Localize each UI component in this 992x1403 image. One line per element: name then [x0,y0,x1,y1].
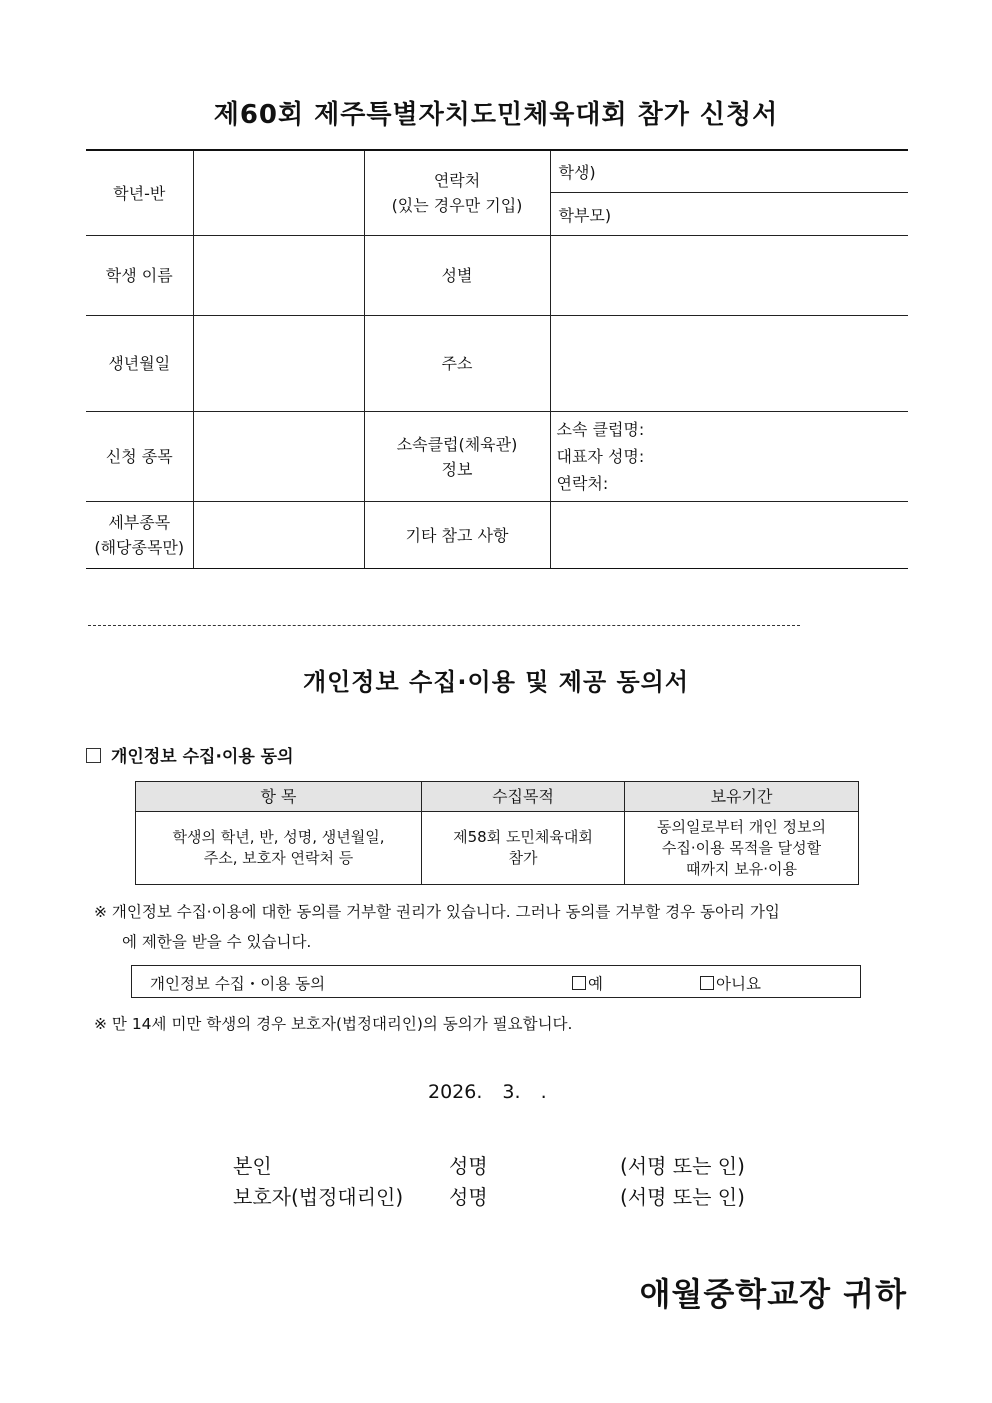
self-name-label: 성명 [449,1154,488,1178]
cell-period: 동의일로부터 개인 정보의 수집·이용 목적을 달성할 때까지 보유·이용 [625,812,859,885]
application-table [86,149,908,569]
address-field[interactable] [550,316,908,412]
gender-field[interactable] [550,236,908,316]
square-bullet-icon [86,748,101,763]
self-label: 본인 [233,1154,272,1178]
club-contact-line: 연락처: [556,474,609,493]
club-label: 소속클럽(체육관) 정보 [364,412,550,502]
guardian-name-label: 성명 [449,1185,488,1209]
birthdate-label: 생년월일 [86,316,193,412]
grade-class-label: 학년-반 [86,150,193,236]
guardian-sign-hint[interactable]: (서명 또는 인) [620,1185,745,1209]
club-rep-line: 대표자 성명: [556,447,645,466]
contact-student-field[interactable]: 학생) [550,150,908,193]
club-info-field[interactable] [550,412,908,502]
birthdate-field[interactable] [193,316,364,412]
gender-label: 성별 [364,236,550,316]
agree-no-option[interactable]: 아니요 [700,972,761,994]
consent-title: 개인정보 수집·이용 및 제공 동의서 [302,668,690,696]
checkbox-icon[interactable] [700,976,714,990]
date-line: 2026. 3. . [428,1081,547,1103]
refusal-notice: ※ 개인정보 수집·이용에 대한 동의를 거부할 권리가 있습니다. 그러나 동의를 거부할 경우 동아리 가입 에 제한을 받을 수 있습니다. [94,903,780,951]
club-name-line: 소속 클럽명: [556,420,645,439]
other-field[interactable] [550,502,908,569]
event-label: 신청 종목 [86,412,193,502]
guardian-notice: ※ 만 14세 미만 학생의 경우 보호자(법정대리인)의 동의가 필요합니다. [94,1015,573,1033]
guardian-label: 보호자(법정대리인) [233,1185,404,1209]
address-label: 주소 [364,316,550,412]
consent-agreement-box [131,965,861,998]
header-period: 보유기간 [625,782,859,812]
consent-section-heading: 개인정보 수집·이용 동의 [86,742,294,767]
consent-info-table [135,781,859,885]
header-purpose: 수집목적 [422,782,625,812]
contact-label: 연락처 (있는 경우만 기입) [364,150,550,236]
grade-class-field[interactable] [193,150,364,236]
agree-label: 개인정보 수집・이용 동의 [150,975,326,993]
cut-line [88,625,800,626]
contact-parent-field[interactable]: 학부모) [550,193,908,236]
other-label: 기타 참고 사항 [364,502,550,569]
agree-yes-option[interactable]: 예 [572,972,603,994]
form-title: 제60회 제주특별자치도민체육대회 참가 신청서 [213,100,779,130]
header-items: 항 목 [136,782,422,812]
sub-event-label: 세부종목 (해당종목만) [86,502,193,569]
event-field[interactable] [193,412,364,502]
student-name-field[interactable] [193,236,364,316]
sub-event-field[interactable] [193,502,364,569]
student-name-label: 학생 이름 [86,236,193,316]
self-sign-hint[interactable]: (서명 또는 인) [620,1154,745,1178]
cell-purpose: 제58회 도민체육대회 참가 [422,812,625,885]
cell-items: 학생의 학년, 반, 성명, 생년월일, 주소, 보호자 연락처 등 [136,812,422,885]
checkbox-icon[interactable] [572,976,586,990]
recipient: 애월중학교장 귀하 [639,1275,907,1313]
